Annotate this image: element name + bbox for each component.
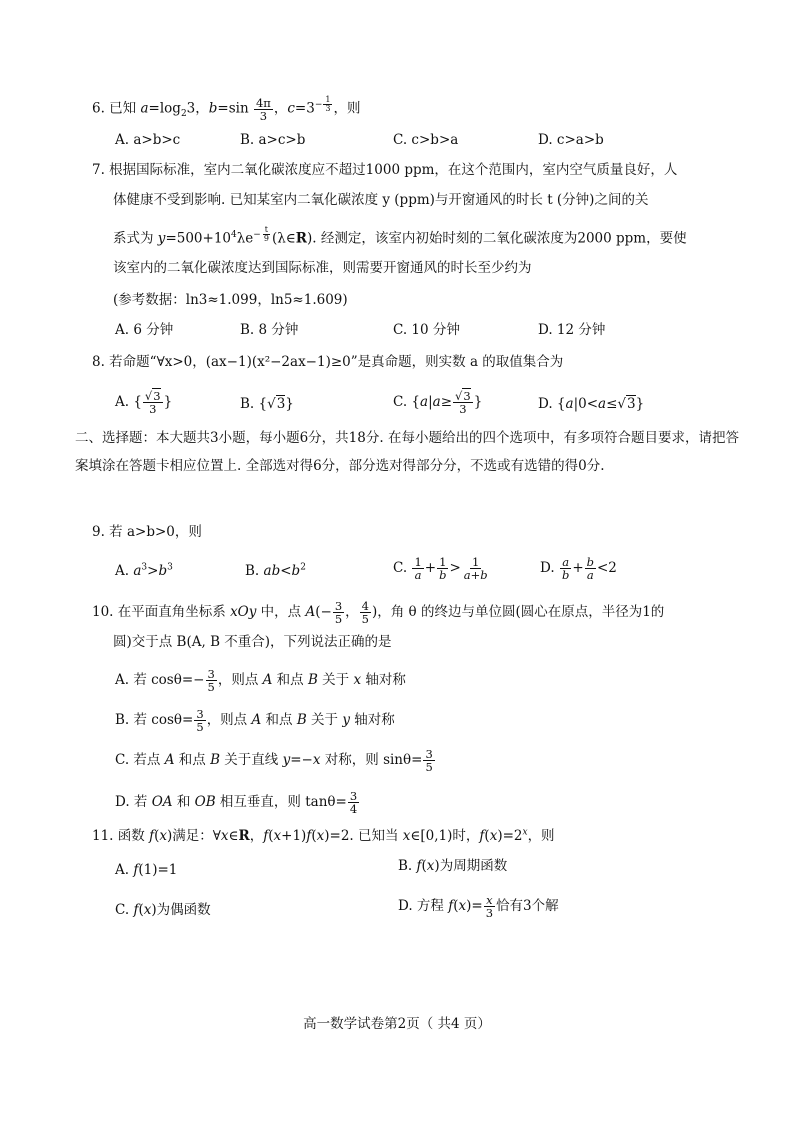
q7-line4: 该室内的二氧化碳浓度达到国际标准，则需要开窗通风的时长至少约为 — [113, 260, 532, 276]
q11-option-d: D. 方程 f(x)= $\frac{x}{3}$ 恰有3个解 — [398, 893, 559, 920]
q7-line3: 系式为 $y=500+10^4\lambda e^{- \frac{t}{9}}$ (λ∈R). 经测定，该室内初始时刻的二氧化碳浓度为2000 ppm，要使 — [113, 225, 687, 247]
q7-reference: (参考数据：ln3≈1.099，ln5≈1.609) — [113, 292, 348, 308]
q7-line1: 7. 根据国际标准，室内二氧化碳浓度应不超过1000 ppm，在这个范围内，室内空气质量良好，人 — [92, 162, 678, 178]
q6-option-d: D. c>a>b — [538, 132, 604, 148]
q11-stem: 11. 函数 f(x)满足：∀x∈R，f(x+1)f(x)=2. 已知当 x∈[0,1)时，$f(x)=2^x$，则 — [92, 827, 555, 844]
q8-option-c: C. {a|a≥ $\frac{√3}{3}$ } — [393, 389, 483, 416]
q8-option-a: A. { $\frac{√3}{3}$ } — [115, 389, 173, 416]
q11-option-c: C. f(x)为偶函数 — [115, 902, 211, 918]
q6-option-c: C. c>b>a — [393, 132, 459, 148]
q7-option-d: D. 12 分钟 — [538, 322, 606, 338]
q10-option-c: C. 若点 A 和点 B 关于直线 y=−x 对称，则 sinθ= $\frac{3}{5}$ — [115, 747, 433, 774]
q7-option-a: A. 6 分钟 — [115, 322, 174, 338]
q9-option-b: B. $ab<b^2$ — [245, 562, 306, 579]
q11-option-a: A. f(1)=1 — [115, 862, 178, 878]
q9-stem: 9. 若 a>b>0，则 — [92, 524, 202, 540]
q8-option-b: B. {√3} — [240, 396, 294, 412]
q8-option-d: D. {a|0<a≤√3} — [538, 396, 645, 412]
q6-option-a: A. a>b>c — [115, 132, 181, 148]
q7-option-c: C. 10 分钟 — [393, 322, 460, 338]
q10-line2: 圆)交于点 B(A, B 不重合)，下列说法正确的是 — [113, 634, 392, 650]
q9-option-c: C. $\frac{1}{a}$ + $\frac{1}{b}$ > $\frac{1}{a+b}$ — [393, 555, 488, 582]
q9-option-d: D. $\frac{a}{b}$ + $\frac{b}{a}$ <2 — [540, 555, 617, 582]
q10-line1: 10. 在平面直角坐标系 xOy 中，点 A(− $\frac{3}{5}$ ， $\frac{4}{5}$ )，角 θ 的终边与单位圆(圆心在原点，半径为1的 — [92, 599, 665, 626]
q7-line2: 体健康不受到影响. 已知某室内二氧化碳浓度 y (ppm)与开窗通风的时长 t (分钟)之间的关 — [113, 192, 649, 208]
q7-option-b: B. 8 分钟 — [240, 322, 299, 338]
q10-option-b: B. 若 cosθ= $\frac{3}{5}$ ，则点 A 和点 B 关于 y 轴对称 — [115, 707, 395, 734]
q8-stem: 8. 若命题“∀x>0，(ax−1)(x²−2ax−1)≥0”是真命题，则实数 a 的取值集合为 — [92, 354, 564, 370]
q10-option-a: A. 若 cosθ=− $\frac{3}{5}$ ，则点 A 和点 B 关于 x 轴对称 — [115, 667, 406, 694]
q10-option-d: D. 若 OA 和 OB 相互垂直，则 tanθ= $\frac{3}{4}$ — [115, 789, 358, 816]
q11-option-b: B. f(x)为周期函数 — [398, 858, 508, 874]
q6-stem: 6. 已知 $a=\log_23$，b=sin $\frac{4\pi}{3}$ ，$c=3^{- \frac{1}{3}}$ ，则 — [92, 95, 361, 123]
page-footer: 高一数学试卷第2页（ 共4 页） — [303, 1016, 491, 1032]
q9-option-a: A. $a^3>b^3$ — [115, 562, 173, 579]
q6-option-b: B. a>c>b — [240, 132, 306, 148]
section-2-heading: 二、选择题：本大题共3小题，每小题6分，共18分. 在每小题给出的四个选项中，有多项符合题目要求，请把答案填涂在答题卡相应位置上. 全部选对得6分，部分选对得部分分，不选或有选错的得0分. — [75, 430, 739, 474]
